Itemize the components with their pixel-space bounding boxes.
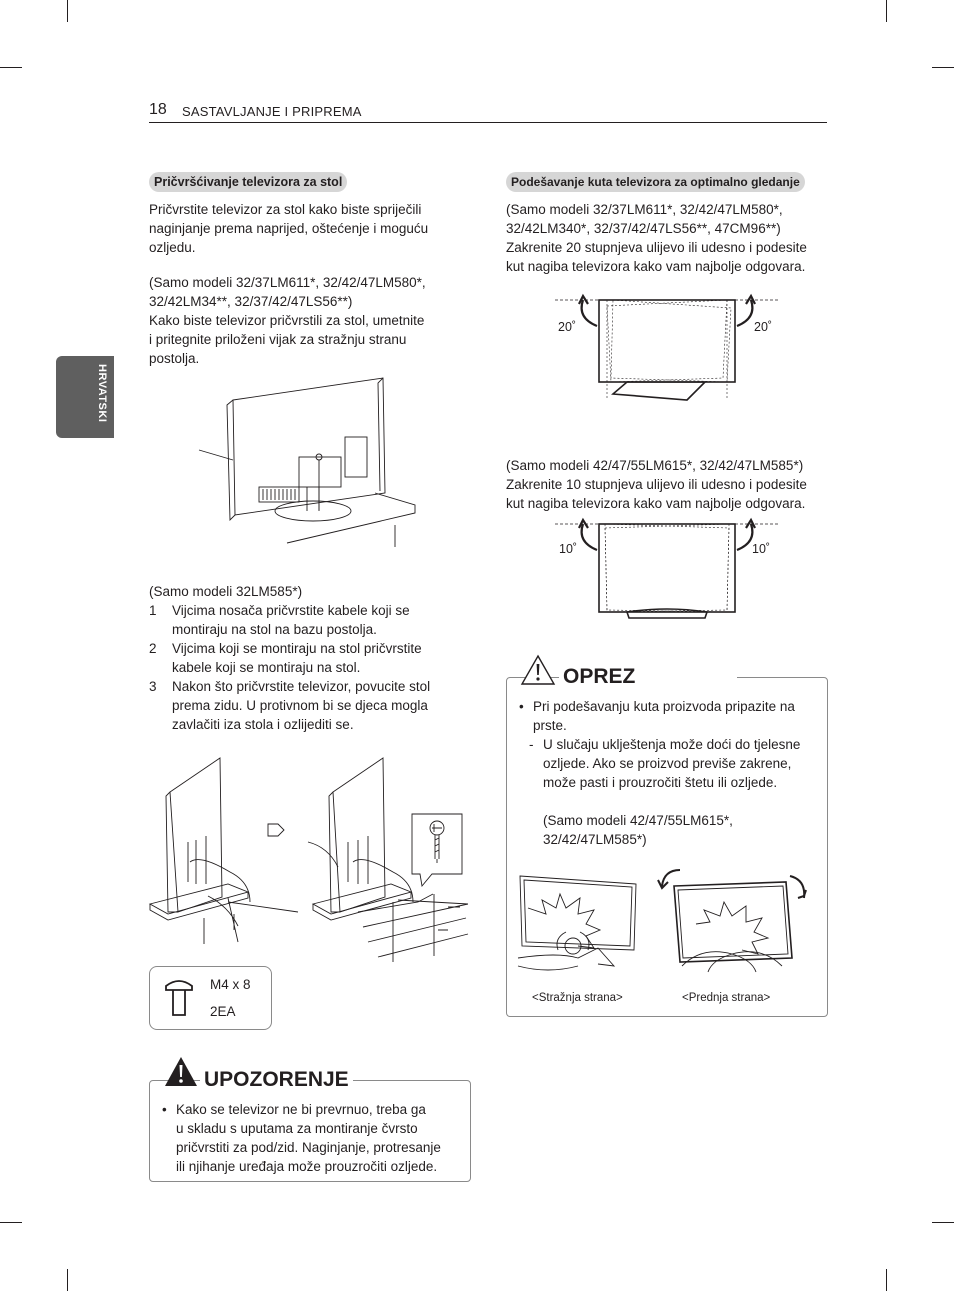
text-line: u skladu s uputama za montiranje čvrsto	[176, 1121, 418, 1136]
left-models-32: (Samo modeli 32LM585*)	[149, 584, 303, 599]
header-rule	[149, 122, 827, 123]
swivel-10-diagram	[555, 520, 780, 620]
angle-label: 10˚	[559, 542, 578, 556]
text-line: 32/42/47LM585*)	[543, 832, 647, 847]
text-line: ili njihanje uređaja može prouzročiti ozljede.	[176, 1159, 438, 1174]
text-line: može pasti i prouzročiti štetu ili ozljede.	[543, 775, 778, 790]
text-line: kut nagiba televizora kako vam najbolje odgovara.	[506, 259, 806, 274]
language-tab	[56, 356, 114, 438]
table-mount-illustration	[148, 752, 473, 967]
text-line: (Samo modeli 42/47/55LM615*, 32/42/47LM585*)	[506, 458, 804, 473]
page-number: 18	[149, 101, 167, 118]
text-line: postolja.	[149, 351, 200, 366]
crop-mark	[932, 67, 954, 68]
crop-mark	[886, 0, 887, 22]
text-line: kabele koji se montiraju na stol.	[172, 660, 361, 675]
list-item	[149, 639, 469, 677]
right-para-20	[506, 200, 807, 276]
step-number: 2	[149, 641, 157, 656]
crop-mark	[67, 0, 68, 22]
text-line: naginjanje prema naprijed, oštećenje i moguću	[149, 221, 429, 236]
text-line: pričvrstiti za pod/zid. Naginjanje, protresanje	[176, 1140, 441, 1155]
caution-dash-item	[519, 735, 819, 849]
text-line: (Samo modeli 32/37LM611*, 32/42/47LM580*,	[506, 202, 783, 217]
angle-label: 20˚	[754, 320, 773, 334]
screw-spec: M4 x 8	[210, 977, 251, 992]
caution-bullet	[519, 697, 819, 735]
pinch-front-illustration	[652, 866, 812, 982]
tv-back-screw-illustration	[195, 375, 420, 550]
right-heading: Podešavanje kuta televizora za optimalno gledanje	[506, 172, 805, 192]
angle-label: 10˚	[752, 542, 771, 556]
left-heading: Pričvršćivanje televizora za stol	[149, 172, 347, 192]
caution-text	[519, 697, 819, 849]
text-line: ozljede. Ako se proizvod previše zakrene,	[543, 756, 792, 771]
screw-quantity: 2EA	[210, 1004, 236, 1019]
text-line: i pritegnite priloženi vijak za stražnju stranu	[149, 332, 407, 347]
text-line: Vijcima koji se montiraju na stol pričvrstite	[172, 641, 422, 656]
text-line: Vijcima nosača pričvrstite kabele koji se	[172, 603, 410, 618]
text-line: (Samo modeli 42/47/55LM615*,	[543, 813, 733, 828]
section-title: SASTAVLJANJE I PRIPREMA	[182, 104, 362, 119]
caution-icon	[520, 654, 556, 686]
text-line: prema zidu. U protivnom bi se djeca mogla	[172, 698, 428, 713]
warning-text	[162, 1100, 476, 1176]
caution-title: OPREZ	[559, 665, 737, 689]
crop-mark	[67, 1269, 68, 1291]
left-intro	[149, 200, 428, 257]
left-models-note	[149, 273, 426, 368]
screw-icon	[164, 980, 194, 1016]
step-number: 3	[149, 679, 157, 694]
dash-marker: -	[529, 737, 534, 752]
text-line: Kako biste televizor pričvrstili za stol, umetnite	[149, 313, 425, 328]
caption-front: <Prednja strana>	[682, 992, 771, 1004]
text-line: 32/42LM340*, 32/37/42/47LS56**, 47CM96**)	[506, 221, 781, 236]
text-line: montiraju na stol na bazu postolja.	[172, 622, 377, 637]
text-line: 32/42LM34**, 32/37/42/47LS56**)	[149, 294, 353, 309]
pinch-back-illustration	[518, 870, 640, 982]
language-tab-label: HRVATSKI	[96, 364, 108, 423]
angle-label: 20˚	[558, 320, 577, 334]
text-line: kut nagiba televizora kako vam najbolje odgovara.	[506, 496, 806, 511]
warning-icon	[164, 1056, 198, 1087]
list-item	[149, 677, 469, 734]
text-line: Zakrenite 10 stupnjeva ulijevo ili udesno i podesite	[506, 477, 807, 492]
text-line: • Kako se televizor ne bi prevrnuo, treba ga	[176, 1102, 426, 1117]
text-line: Zakrenite 20 stupnjeva ulijevo ili udesno i podesite	[506, 240, 807, 255]
step-number: 1	[149, 603, 157, 618]
text-line: prste.	[533, 718, 567, 733]
swivel-20-diagram	[555, 296, 780, 406]
text-line: Nakon što pričvrstite televizor, povucite stol	[172, 679, 431, 694]
caption-back: <Stražnja strana>	[532, 992, 623, 1004]
crop-mark	[0, 67, 22, 68]
text-line: zavlačiti iza stola i ozlijediti se.	[172, 717, 354, 732]
warning-title: UPOZORENJE	[200, 1068, 353, 1092]
crop-mark	[932, 1222, 954, 1223]
text-line: • Pri podešavanju kuta proizvoda pripazite na	[533, 699, 795, 714]
text-line: (Samo modeli 32/37LM611*, 32/42/47LM580*,	[149, 275, 426, 290]
right-para-10	[506, 456, 807, 513]
list-item	[149, 601, 469, 639]
crop-mark	[886, 1269, 887, 1291]
steps-list	[149, 601, 469, 734]
text-line: U slučaju uklještenja može doći do tjelesne	[543, 737, 801, 752]
crop-mark	[0, 1222, 22, 1223]
text-line: Pričvrstite televizor za stol kako biste spriječili	[149, 202, 422, 217]
text-line: ozljedu.	[149, 240, 196, 255]
